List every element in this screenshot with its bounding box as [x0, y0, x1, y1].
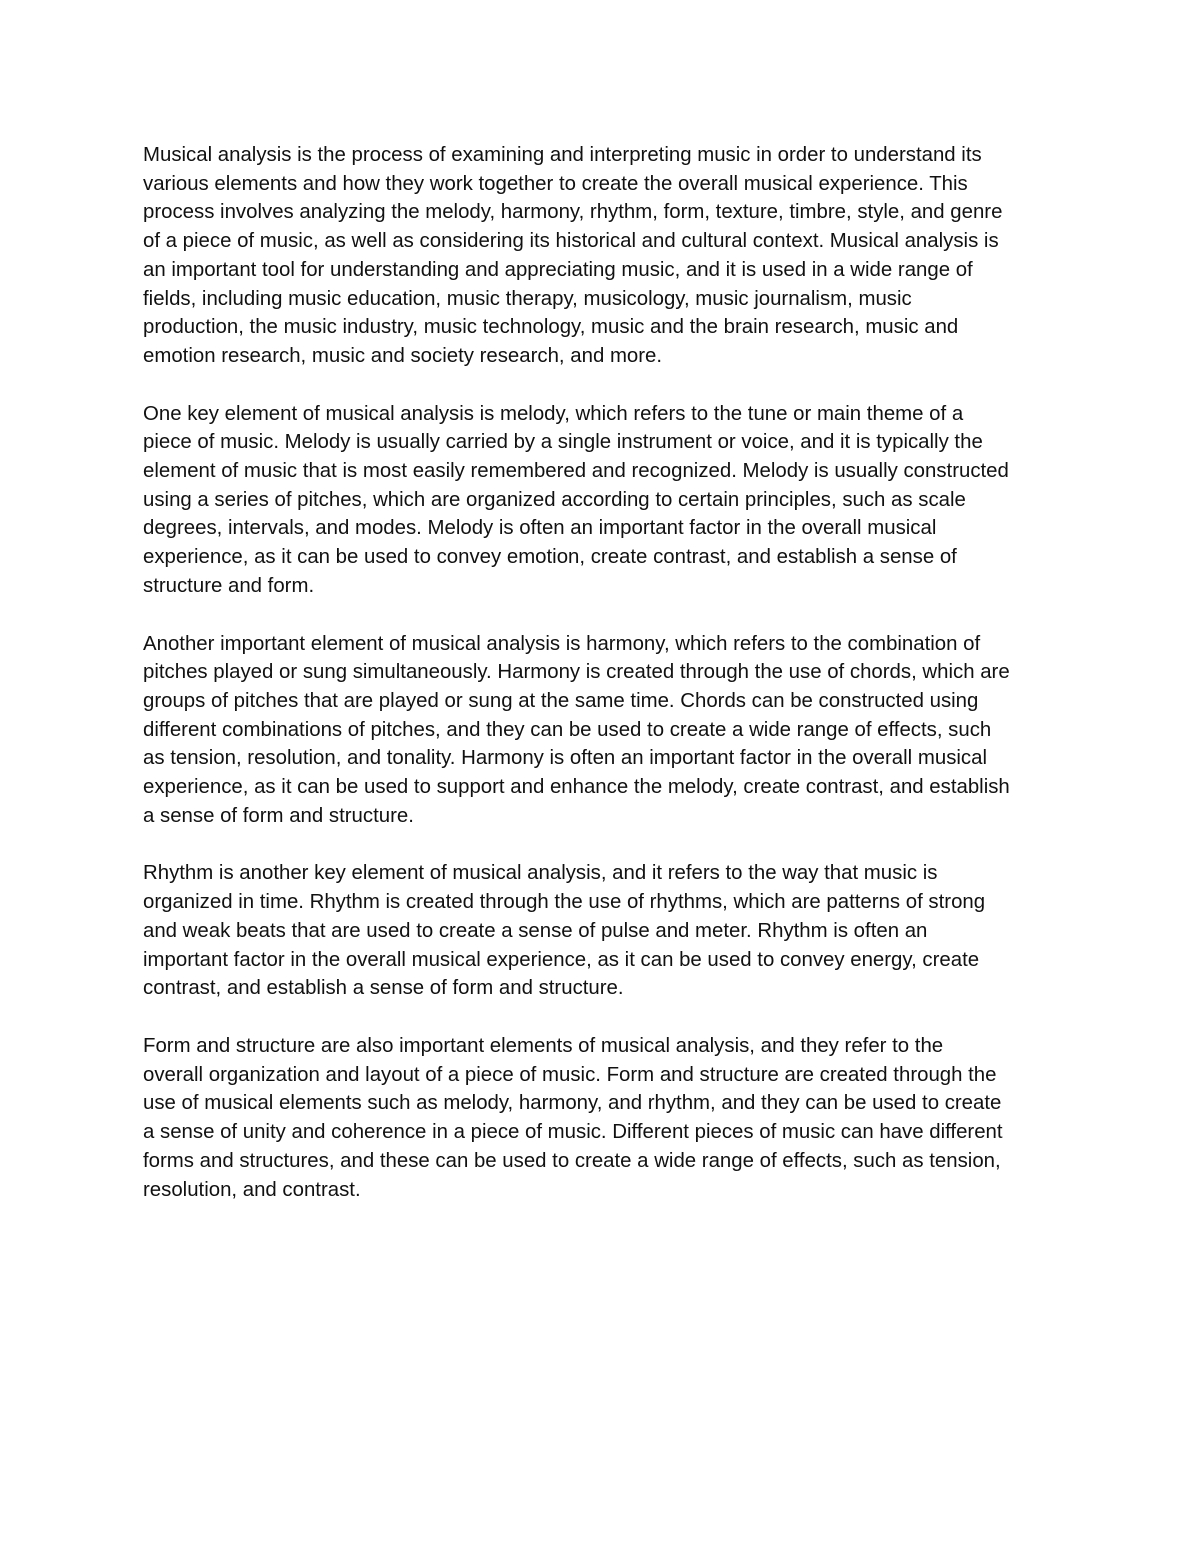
paragraph-5 [143, 1032, 1068, 1204]
paragraph-3 [143, 630, 1068, 831]
text-line: Form and structure are also important elements of musical analysis, and they refer to the [143, 1034, 944, 1057]
text-line: resolution, and contrast. [143, 1178, 361, 1201]
text-line: degrees, intervals, and modes. Melody is often an important factor in the overall musical [143, 517, 937, 540]
text-line: fields, including music education, music therapy, musicology, music journalism, music [143, 287, 912, 310]
text-line: use of musical elements such as melody, harmony, and rhythm, and they can be used to create [143, 1092, 1002, 1115]
text-line: different combinations of pitches, and they can be used to create a wide range of effects, such [143, 718, 992, 741]
text-line: contrast, and establish a sense of form and structure. [143, 977, 624, 1000]
text-line: various elements and how they work together to create the overall musical experience. This [143, 172, 968, 195]
text-line: Musical analysis is the process of examining and interpreting music in order to understand its [143, 144, 982, 166]
paragraph-1 [143, 141, 1068, 371]
text-line: pitches played or sung simultaneously. Harmony is created through the use of chords, which are [143, 661, 1010, 684]
text-line: and weak beats that are used to create a sense of pulse and meter. Rhythm is often an [143, 919, 928, 942]
paragraph-2 [143, 400, 1068, 601]
text-line: overall organization and layout of a piece of music. Form and structure are created through the [143, 1063, 997, 1086]
text-line: a sense of unity and coherence in a piece of music. Different pieces of music can have different [143, 1121, 1003, 1144]
text-line: as tension, resolution, and tonality. Harmony is often an important factor in the overall musical [143, 747, 987, 770]
document-body [143, 141, 1068, 1233]
text-line: emotion research, music and society research, and more. [143, 344, 663, 367]
text-line: experience, as it can be used to support and enhance the melody, create contrast, and establish [143, 776, 1010, 799]
text-line: forms and structures, and these can be used to create a wide range of effects, such as tension, [143, 1149, 1001, 1172]
text-line: a sense of form and structure. [143, 804, 414, 827]
text-line: production, the music industry, music technology, music and the brain research, music and [143, 316, 959, 339]
text-line: One key element of musical analysis is melody, which refers to the tune or main theme of a [143, 402, 964, 425]
text-line: using a series of pitches, which are organized according to certain principles, such as scale [143, 488, 966, 511]
text-line: groups of pitches that are played or sung at the same time. Chords can be constructed using [143, 689, 979, 712]
text-line: process involves analyzing the melody, harmony, rhythm, form, texture, timbre, style, and genre [143, 201, 1003, 224]
text-line: Rhythm is another key element of musical analysis, and it refers to the way that music is [143, 862, 938, 885]
text-line: an important tool for understanding and appreciating music, and it is used in a wide range of [143, 258, 973, 281]
text-line: element of music that is most easily remembered and recognized. Melody is usually constructed [143, 460, 1009, 483]
paragraph-4 [143, 859, 1068, 1003]
text-line: Another important element of musical analysis is harmony, which refers to the combination of [143, 632, 981, 655]
text-line: structure and form. [143, 574, 315, 597]
text-line: experience, as it can be used to convey emotion, create contrast, and establish a sense of [143, 546, 957, 569]
text-line: important factor in the overall musical experience, as it can be used to convey energy, create [143, 948, 980, 971]
text-line: piece of music. Melody is usually carried by a single instrument or voice, and it is typically the [143, 431, 983, 454]
text-line: organized in time. Rhythm is created through the use of rhythms, which are patterns of strong [143, 891, 986, 914]
text-line: of a piece of music, as well as considering its historical and cultural context. Musical analysis is [143, 230, 999, 253]
